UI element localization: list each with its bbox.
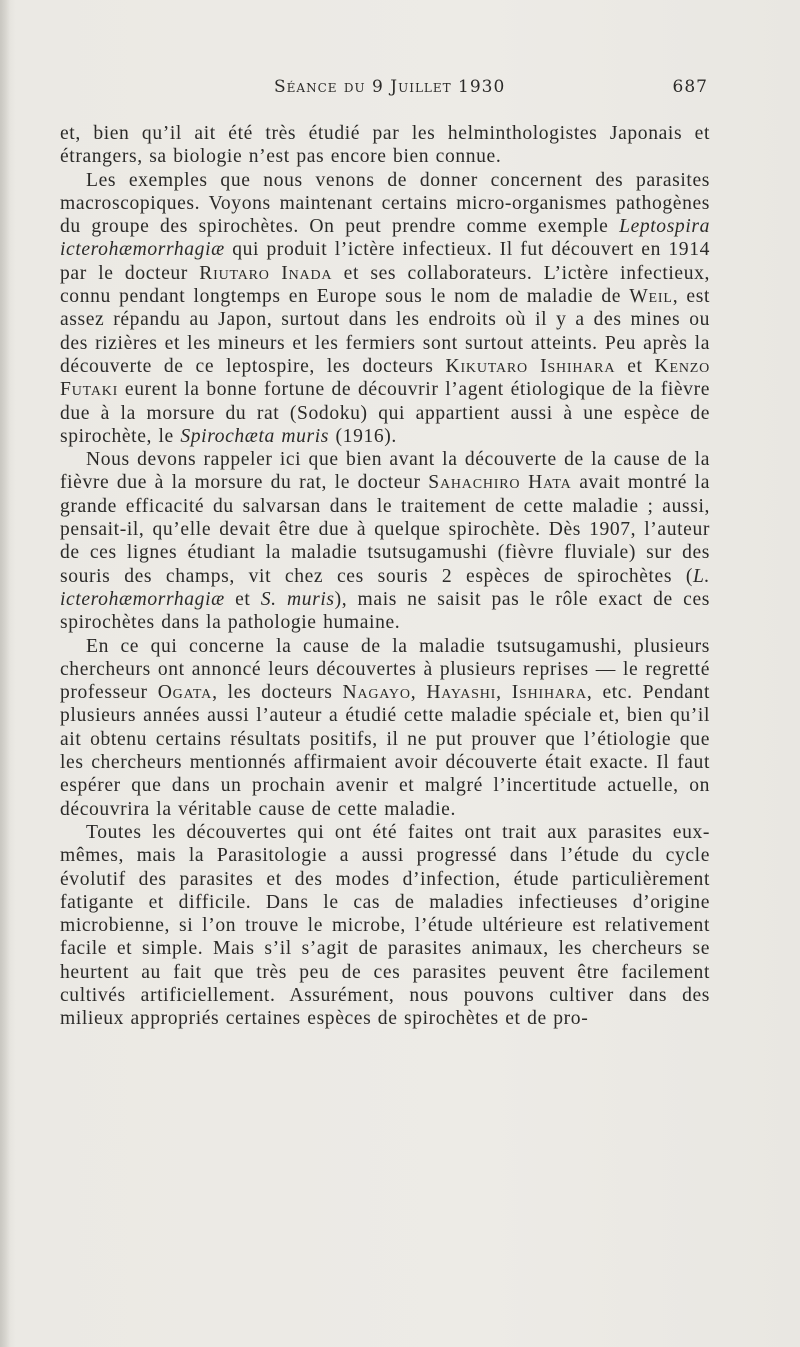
paragraph <box>60 635 710 821</box>
text-run: , les docteurs <box>212 682 343 704</box>
italic-term: L. icterohæmorrhagiæ <box>60 565 710 610</box>
paragraph <box>60 821 710 1031</box>
paragraph <box>60 169 710 449</box>
author-name: Kenzo Futaki <box>60 355 710 401</box>
italic-term: Leptospira icterohæmorrhagiæ <box>60 216 710 261</box>
text-run: Les exemples que nous venons de donner concernent des parasites macroscopiques. Voyons maintenant certains micro-organismes pathogènes du groupe des spirochètes. On peut prendre comme exemple <box>60 169 710 238</box>
author-name: Nagayo <box>342 682 411 704</box>
text-run: , <box>496 682 512 704</box>
text-run: et ses collaborateurs. L’ictère infectieux, connu pendant longtemps en Europe sous le nom de maladie de <box>60 262 710 308</box>
text-run: , <box>410 682 427 704</box>
text-run: et <box>224 588 261 610</box>
body-text <box>60 122 710 1031</box>
text-run: avait montré la grande efficacité du salvarsan dans le traitement de cette maladie ; aussi, pensait-il, qu’elle devait être due à quelque spirochète. Dès 1907, l’auteur de ces lignes étudiant la maladie tsutsugamushi (fièvre fluviale) sur des souris des champs, vit chez ces souris 2 espèces de spirochètes ( <box>60 472 710 587</box>
text-run: qui produit l’ictère infectieux. Il fut découvert en 1914 par le docteur <box>60 239 710 284</box>
text-run: et <box>615 355 655 377</box>
author-name: Kikutaro Ishihara <box>445 355 616 377</box>
text-run: et, bien qu’il ait été très étudié par les helminthologistes Japonais et étrangers, sa biologie n’est pas encore bien connue. <box>60 123 710 168</box>
italic-term: Spirochæta muris <box>180 425 330 447</box>
italic-term: S. muris <box>260 588 335 610</box>
text-run: ), mais ne saisit pas le rôle exact de ces spirochètes dans la pathologie humaine. <box>60 588 710 634</box>
text-run: eurent la bonne fortune de découvrir l’agent étiologique de la fièvre due à la morsure du rat (Sodoku) qui appartient aussi à une espèce de spirochète, le <box>60 379 710 447</box>
text-run: , est assez répandu au Japon, surtout dans les endroits où il y a des mines ou des rizières et les mineurs et les fermiers sont surtout atteints. Peu après la découverte de ce leptospire, les docteurs <box>60 286 711 377</box>
text-run: En ce qui concerne la cause de la maladie tsutsugamushi, plusieurs chercheurs ont annoncé leurs découvertes à plusieurs reprises — le regretté professeur <box>60 635 710 704</box>
author-name: Sahachiro Hata <box>428 472 572 494</box>
header-title: Séance du 9 Juillet 1930 <box>274 77 506 97</box>
text-run: , etc. Pendant plusieurs années aussi l’auteur a étudié cette maladie spéciale et, bien qu’il ait obtenu certains résultats positifs, il ne put prouver que l’étiologie que les chercheurs mentionnés affirmaient avoir découverte était exacte. Il faut espérer que dans un prochain avenir et malgré l’incertitude actuelle, on découvrira la véritable cause de cette maladie. <box>60 682 710 820</box>
page-number: 687 <box>672 77 708 97</box>
author-name: Weil <box>629 286 673 308</box>
text-run: Nous devons rappeler ici que bien avant la découverte de la cause de la fièvre due à la morsure du rat, le docteur <box>60 449 710 494</box>
author-name: Ishihara <box>511 682 587 704</box>
text-run: (1916). <box>329 425 397 447</box>
author-name: Ogata <box>157 682 213 704</box>
paragraph <box>60 122 710 169</box>
author-name: Riutaro Inada <box>199 262 333 284</box>
gutter-shadow <box>0 0 10 1347</box>
running-header <box>60 77 710 101</box>
text-run: Toutes les découvertes qui ont été faites ont trait aux parasites eux-mêmes, mais la Parasitologie a aussi progressé dans l’étude du cycle évolutif des parasites et des modes d’infection, étude particulièrement fatigante et difficile. Dans le cas de maladies infectieuses d’origine microbienne, si l’on trouve le microbe, l’étude ultérieure est relativement facile et simple. Mais s’il s’agit de parasites animaux, les chercheurs se heurtent au fait que très peu de ces parasites peuvent être facilement cultivés artificiellement. Assurément, nous pouvons cultiver dans des milieux appropriés certaines espèces de spirochètes et de pro- <box>60 821 710 1030</box>
paragraph <box>60 448 710 634</box>
author-name: Hayashi <box>426 682 497 704</box>
